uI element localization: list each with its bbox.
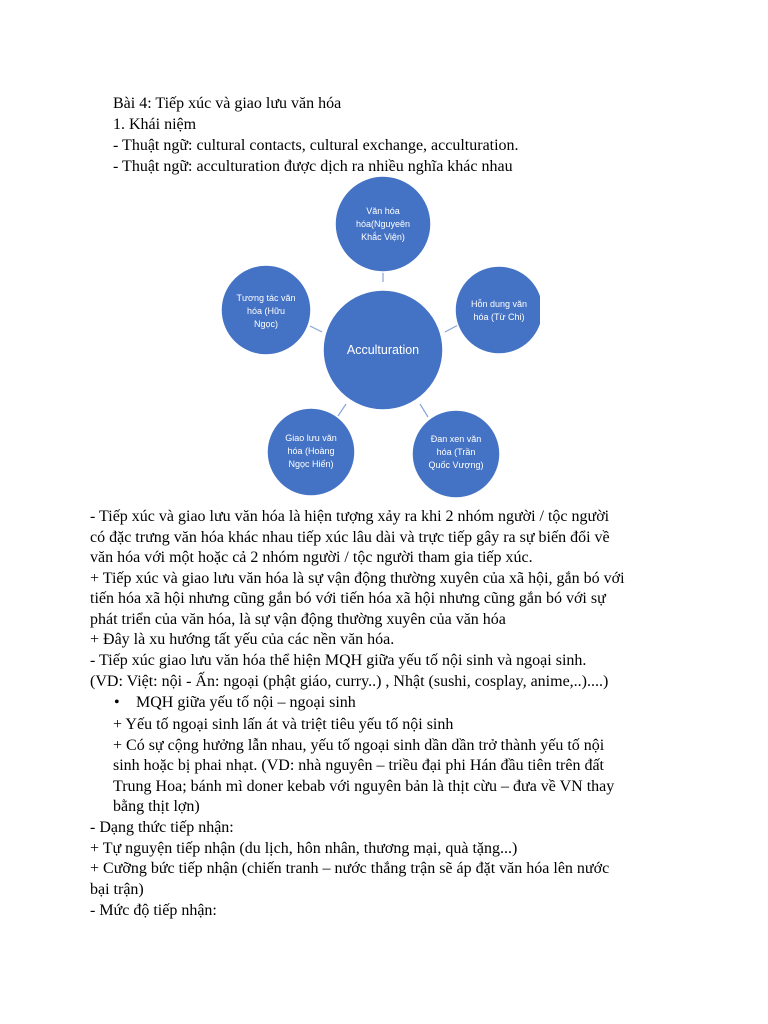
node-1-line-2: hóa(Nguyeên	[355, 219, 411, 229]
node-4-line-2: hóa (Hoàng	[287, 446, 335, 456]
body-line-3: văn hóa với một hoặc cả 2 nhóm người / tộc người tham gia tiếp xúc.	[90, 549, 533, 566]
tail-line-5: - Mức độ tiếp nhận:	[90, 902, 217, 919]
node-5-line-1: Tương tác văn	[236, 293, 296, 303]
term-line-1: - Thuật ngữ: cultural contacts, cultural exchange, acculturation.	[113, 137, 519, 154]
connector-bottom-left	[338, 404, 346, 416]
tail-line-1: - Dạng thức tiếp nhận:	[90, 819, 234, 836]
tail-line-4: bại trận)	[90, 881, 144, 898]
body-line-1: - Tiếp xúc và giao lưu văn hóa là hiện tượng xảy ra khi 2 nhóm người / tộc người	[90, 508, 610, 525]
indented-line-4: Trung Hoa; bánh mì doner kebab với nguyên bản là thịt cừu – đưa về VN thay	[113, 778, 615, 795]
node-hon-dung-van-hoa	[455, 266, 540, 354]
bullet-text: MQH giữa yếu tố nội – ngoại sinh	[136, 694, 356, 711]
node-4-line-3: Ngọc Hiến)	[288, 459, 334, 469]
diagram-svg	[210, 172, 540, 502]
node-2-line-2: hóa (Từ Chi)	[473, 312, 525, 322]
tail-line-3: + Cưỡng bức tiếp nhận (chiến tranh – nước thắng trận sẽ áp đặt văn hóa lên nước	[90, 860, 610, 877]
acculturation-diagram	[210, 172, 540, 502]
body-line-8: - Tiếp xúc giao lưu văn hóa thể hiện MQH giữa yếu tố nội sinh và ngoại sinh.	[90, 652, 587, 669]
body-line-7: + Đây là xu hướng tất yếu của các nền văn hóa.	[90, 631, 395, 648]
node-2-line-1: Hỗn dung văn	[470, 299, 528, 309]
node-1-line-1: Văn hóa	[366, 206, 400, 216]
node-5-line-3: Ngọc)	[253, 319, 279, 329]
term-line-2: - Thuật ngữ: acculturation được dịch ra nhiều nghĩa khác nhau	[113, 158, 513, 175]
connector-bottom-right	[420, 404, 428, 417]
bullet-marker: •	[114, 694, 120, 711]
node-3-line-1: Đan xen văn	[430, 434, 482, 444]
lesson-title: Bài 4: Tiếp xúc và giao lưu văn hóa	[113, 95, 342, 112]
indented-line-5: bằng thịt lợn)	[113, 798, 200, 815]
node-4-line-1: Giao lưu văn	[285, 433, 337, 443]
section-heading: 1. Khái niệm	[113, 116, 197, 133]
tail-line-2: + Tự nguyện tiếp nhận (du lịch, hôn nhân, thương mại, quà tặng...)	[90, 840, 518, 857]
connector-left	[310, 326, 322, 332]
center-label: Acculturation	[346, 343, 420, 357]
node-5-line-2: hóa (Hữu	[246, 306, 286, 316]
node-3-line-2: hóa (Trần	[436, 447, 476, 457]
indented-line-2: + Có sự cộng hưởng lẫn nhau, yếu tố ngoại sinh dần dần trở thành yếu tố nội	[113, 737, 605, 754]
body-line-2: có đặc trưng văn hóa khác nhau tiếp xúc lâu dài và trực tiếp gây ra sự biến đổi về	[90, 529, 610, 546]
body-line-9: (VD: Việt: nội - Ấn: ngoại (phật giáo, curry..) , Nhật (sushi, cosplay, anime,..)....)	[90, 673, 609, 690]
body-line-4: + Tiếp xúc và giao lưu văn hóa là sự vận động thường xuyên của xã hội, gắn bó với	[90, 570, 625, 587]
indented-line-1: + Yếu tố ngoại sinh lấn át và triệt tiêu yếu tố nội sinh	[113, 716, 454, 733]
node-3-line-3: Quốc Vượng)	[428, 460, 484, 470]
indented-line-3: sinh hoặc bị phai nhạt. (VD: nhà nguyên – triều đại phi Hán đầu tiên trên đất	[113, 757, 604, 774]
body-line-5: tiến hóa xã hội nhưng cũng gắn bó với tiến hóa xã hội nhưng cũng gắn bó với sự	[90, 590, 606, 607]
node-1-line-3: Khắc Viện)	[361, 232, 405, 242]
body-line-6: phát triển của văn hóa, là sự vận động thường xuyên của văn hóa	[90, 611, 506, 628]
